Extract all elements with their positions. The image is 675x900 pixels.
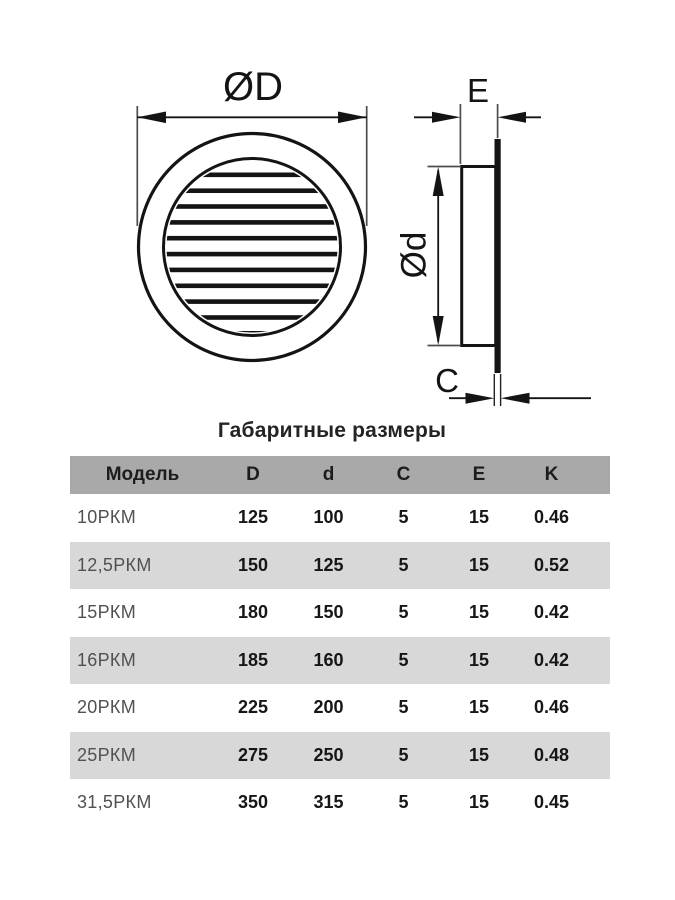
dimension-inner-diameter [395, 167, 462, 346]
arrowhead-right-icon [466, 393, 495, 404]
col-header-d: d [291, 456, 366, 494]
dimensions-table [70, 456, 610, 827]
value-cell-C: 5 [366, 637, 441, 685]
value-cell-C: 5 [366, 732, 441, 780]
value-cell-E: 15 [441, 779, 517, 827]
model-cell: 31,5РКМ [70, 779, 215, 827]
value-cell-K: 0.46 [517, 494, 610, 542]
value-cell-d: 250 [291, 732, 366, 780]
table-row [70, 542, 610, 590]
table-row [70, 779, 610, 827]
value-cell-C: 5 [366, 589, 441, 637]
value-cell-E: 15 [441, 637, 517, 685]
dimension-drawing [0, 0, 675, 430]
value-cell-C: 5 [366, 779, 441, 827]
value-cell-E: 15 [441, 589, 517, 637]
arrowhead-right-icon [432, 112, 460, 123]
arrowhead-left-icon [501, 393, 530, 404]
value-cell-K: 0.42 [517, 637, 610, 685]
model-cell: 10РКМ [70, 494, 215, 542]
col-header-model: Модель [70, 456, 215, 494]
model-cell: 16РКМ [70, 637, 215, 685]
value-cell-E: 15 [441, 494, 517, 542]
value-cell-d: 150 [291, 589, 366, 637]
arrowhead-right-icon [338, 112, 367, 124]
value-cell-K: 0.42 [517, 589, 610, 637]
dimension-thickness-C [435, 362, 591, 406]
model-cell: 12,5РКМ [70, 542, 215, 590]
table-row [70, 637, 610, 685]
value-cell-D: 185 [215, 637, 291, 685]
depth-label: E [466, 72, 490, 109]
dimension-depth-E [414, 72, 541, 164]
table-header-row [70, 456, 610, 494]
arrowhead-left-icon [137, 112, 166, 124]
value-cell-K: 0.52 [517, 542, 610, 590]
side-view [395, 72, 592, 406]
table-row [70, 732, 610, 780]
value-cell-d: 160 [291, 637, 366, 685]
value-cell-D: 225 [215, 684, 291, 732]
col-header-D: D [215, 456, 291, 494]
front-view [137, 65, 366, 361]
table-row [70, 494, 610, 542]
value-cell-d: 200 [291, 684, 366, 732]
col-header-C: C [366, 456, 441, 494]
value-cell-d: 125 [291, 542, 366, 590]
value-cell-K: 0.45 [517, 779, 610, 827]
value-cell-K: 0.46 [517, 684, 610, 732]
value-cell-D: 180 [215, 589, 291, 637]
value-cell-D: 275 [215, 732, 291, 780]
value-cell-d: 315 [291, 779, 366, 827]
col-header-E: E [441, 456, 517, 494]
value-cell-E: 15 [441, 732, 517, 780]
inner-diameter-label: Ød [394, 231, 434, 279]
arrowhead-down-icon [433, 316, 444, 345]
thickness-label: C [435, 362, 459, 399]
model-cell: 15РКМ [70, 589, 215, 637]
model-cell: 25РКМ [70, 732, 215, 780]
table-row [70, 684, 610, 732]
arrowhead-up-icon [433, 167, 444, 196]
table-row [70, 589, 610, 637]
value-cell-d: 100 [291, 494, 366, 542]
collar-outline [462, 167, 496, 346]
table-title: Габаритные размеры [217, 419, 447, 442]
value-cell-C: 5 [366, 684, 441, 732]
outer-diameter-label: ØD [223, 65, 283, 109]
model-cell: 20РКМ [70, 684, 215, 732]
arrowhead-left-icon [498, 112, 526, 123]
value-cell-E: 15 [441, 542, 517, 590]
value-cell-C: 5 [366, 542, 441, 590]
grille-inner-ring [164, 159, 341, 336]
value-cell-E: 15 [441, 684, 517, 732]
col-header-K: K [517, 456, 610, 494]
value-cell-D: 150 [215, 542, 291, 590]
flange-bar [495, 139, 501, 373]
value-cell-D: 125 [215, 494, 291, 542]
value-cell-D: 350 [215, 779, 291, 827]
value-cell-C: 5 [366, 494, 441, 542]
value-cell-K: 0.48 [517, 732, 610, 780]
